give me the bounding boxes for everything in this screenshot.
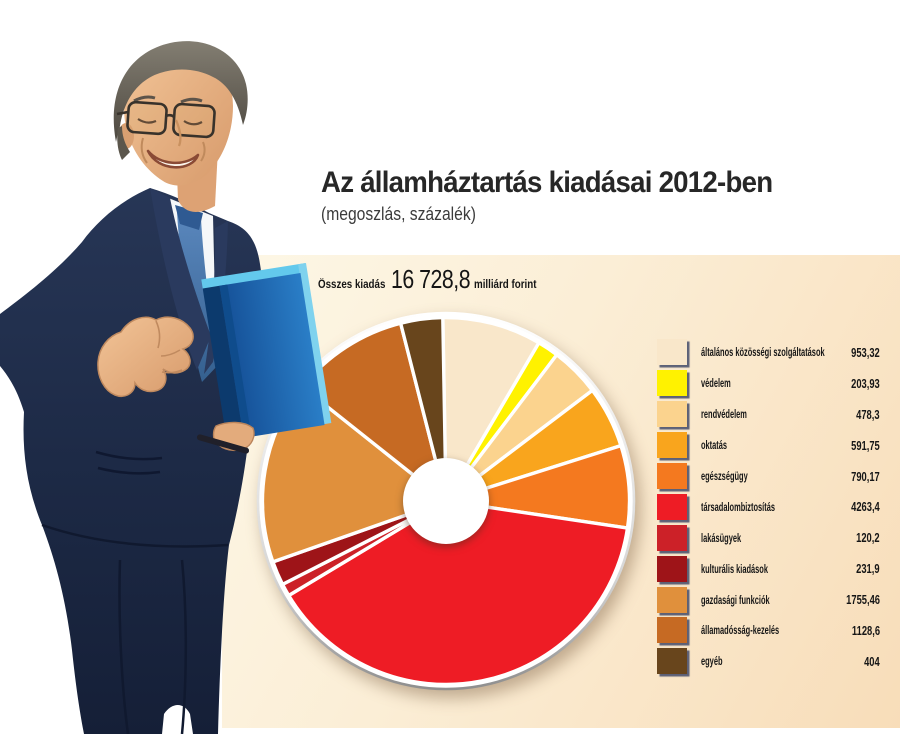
legend-label: egyéb: [701, 654, 723, 669]
legend-label: kulturális kiadások: [701, 561, 768, 576]
legend-swatch: [657, 617, 687, 643]
legend-label: egészségügy: [701, 469, 748, 483]
legend-label: rendvédelem: [701, 407, 747, 422]
legend-label: általános közösségi szolgáltatások: [701, 345, 825, 360]
legend-item-10: [657, 646, 880, 677]
legend-label: lakásügyek: [701, 530, 742, 545]
legend-value: 790,17: [851, 468, 880, 484]
legend-value: 231,9: [856, 561, 880, 577]
legend-item-6: [657, 522, 880, 553]
legend-value: 203,93: [851, 375, 880, 391]
legend-item-4: [657, 461, 880, 492]
legend-item-5: [657, 491, 880, 522]
legend-swatch: [657, 525, 687, 551]
legend-item-0: [657, 337, 880, 368]
legend-item-2: [657, 399, 880, 430]
total-label: Összes kiadás: [318, 279, 386, 291]
person-photo: [0, 0, 420, 734]
legend-value: 478,3: [856, 406, 880, 422]
legend-value: 591,75: [851, 437, 880, 453]
legend-value: 404: [864, 653, 880, 669]
chart-legend: [657, 337, 880, 677]
legend-item-9: [657, 615, 880, 646]
legend-item-7: [657, 553, 880, 584]
legend-item-3: [657, 430, 880, 461]
legend-value: 120,2: [856, 530, 880, 546]
legend-label: államadósság-kezelés: [701, 623, 780, 638]
page-subtitle: (megoszlás, százalék): [321, 204, 476, 224]
page-title: Az államháztartás kiadásai 2012-ben: [321, 166, 773, 199]
legend-label: védelem: [701, 376, 731, 391]
legend-swatch: [657, 339, 687, 365]
legend-value: 1755,46: [846, 592, 880, 608]
legend-swatch: [657, 556, 687, 582]
legend-swatch: [657, 401, 687, 427]
legend-swatch: [657, 587, 687, 613]
legend-item-1: [657, 368, 880, 399]
legend-item-8: [657, 584, 880, 615]
legend-label: társadalombiztosítás: [701, 499, 776, 514]
legend-swatch: [657, 494, 687, 520]
total-value: 16 728,8: [391, 264, 471, 294]
legend-value: 1128,6: [851, 622, 880, 638]
total-unit: milliárd forint: [473, 279, 537, 291]
legend-swatch: [657, 432, 687, 458]
legend-value: 4263,4: [851, 499, 880, 515]
legend-swatch: [657, 648, 687, 674]
legend-label: oktatás: [701, 438, 728, 453]
legend-value: 953,32: [851, 344, 880, 360]
legend-label: gazdasági funkciók: [701, 592, 770, 607]
legend-swatch: [657, 463, 687, 489]
legend-swatch: [657, 370, 687, 396]
